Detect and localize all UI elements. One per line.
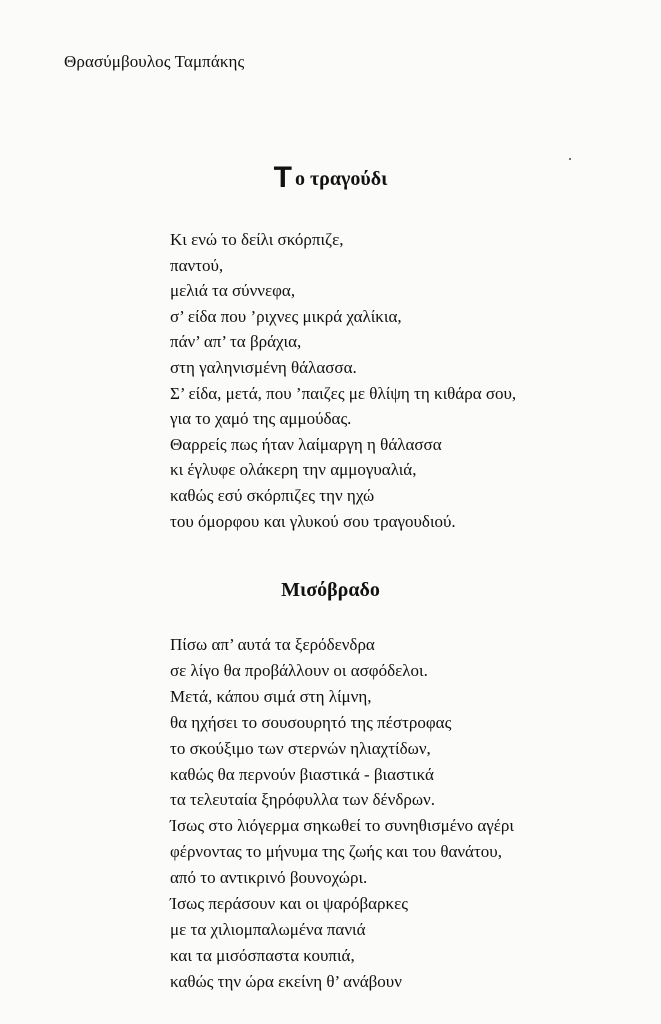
verse-line: σε λίγο θα προβάλλουν οι ασφόδελοι. [170, 660, 428, 680]
poem-body-to-tragoudi [170, 227, 516, 534]
verse-line: καθώς εσύ σκόρπιζες την ηχώ [170, 485, 375, 505]
verse-line: Ίσως περάσουν και οι ψαρόβαρκες [170, 894, 408, 914]
poem-title-misovrado: Μισόβραδο [281, 579, 380, 601]
verse-line: Σ’ είδα, μετά, που ’παιζες με θλίψη τη κιθάρα σου, [170, 383, 517, 403]
verse-line: από το αντικρινό βουνοχώρι. [170, 868, 368, 888]
verse-line: Θαρρείς πως ήταν λαίμαργη η θάλασσα [170, 434, 442, 454]
verse-line: πάν’ απ’ τα βράχια, [170, 332, 302, 352]
title-rest: ο τραγούδι [294, 168, 388, 190]
verse-line: παντού, [170, 255, 224, 275]
verse-line: καθώς την ώρα εκείνη θ’ ανάβουν [170, 971, 402, 991]
title-initial: Τ [273, 161, 292, 194]
poem-title-to-tragoudi [0, 161, 661, 195]
verse-line: με τα χιλιομπαλωμένα πανιά [170, 919, 366, 939]
verse-line: κι έγλυφε ολάκερη την αμμογυαλιά, [170, 460, 417, 480]
poem-body-misovrado [170, 632, 514, 995]
verse-line: θα ηχήσει το σουσουρητό της πέστροφας [170, 712, 452, 732]
verse-line: καθώς θα περνούν βιαστικά - βιαστικά [170, 764, 434, 784]
scan-speck [569, 158, 571, 160]
verse-line: σ’ είδα που ’ριχνες μικρά χαλίκια, [170, 306, 402, 326]
verse-line: τα τελευταία ξηρόφυλλα των δένδρων. [170, 790, 435, 810]
verse-line: Ίσως στο λιόγερμα σηκωθεί το συνηθισμένο αγέρι [170, 816, 514, 836]
verse-line: το σκούξιμο των στερνών ηλιαχτίδων, [170, 738, 431, 758]
verse-line: Πίσω απ’ αυτά τα ξερόδενδρα [170, 635, 375, 654]
running-header-author: Θρασύμβουλος Ταμπάκης [64, 52, 245, 71]
verse-line: Κι ενώ το δείλι σκόρπιζε, [170, 230, 344, 249]
verse-line: στη γαληνισμένη θάλασσα. [170, 357, 357, 377]
verse-line: και τα μισόσπαστα κουπιά, [170, 945, 355, 965]
verse-line: για το χαμό της αμμούδας. [170, 409, 352, 429]
verse-line: του όμορφου και γλυκού σου τραγουδιού. [170, 511, 456, 531]
verse-line: μελιά τα σύννεφα, [170, 281, 296, 301]
verse-line: Μετά, κάπου σιμά στη λίμνη, [170, 686, 372, 706]
verse-line: φέρνοντας το μήνυμα της ζωής και του θανάτου, [170, 842, 502, 862]
